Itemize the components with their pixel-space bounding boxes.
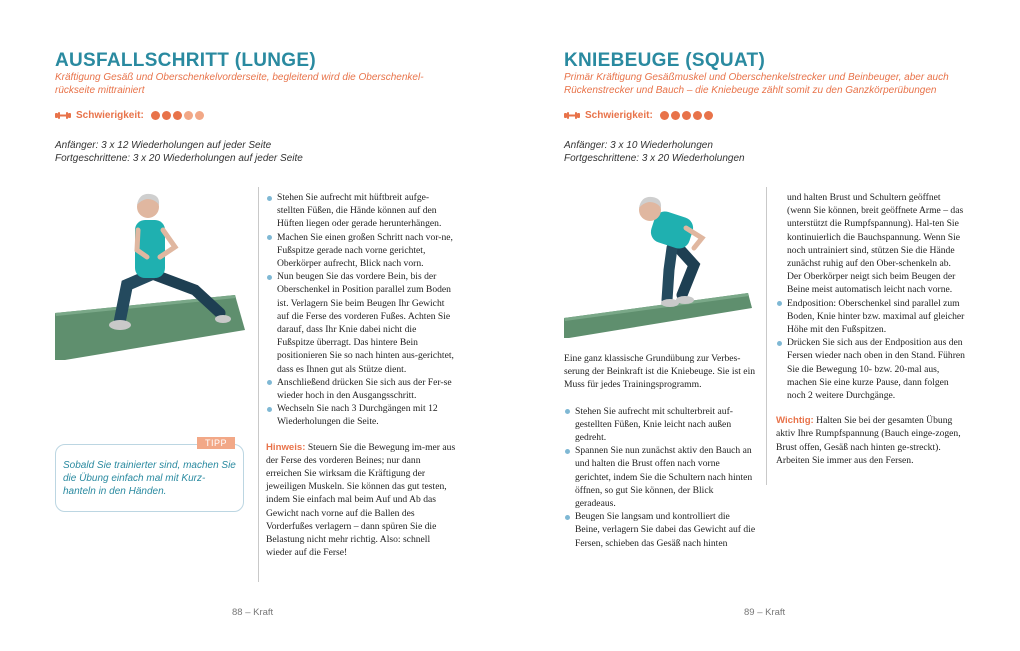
left-difficulty (55, 110, 204, 121)
rating-dot (671, 111, 680, 120)
right-steps-list-2 (776, 297, 966, 403)
right-column-2 (776, 191, 966, 467)
instruction-step: Machen Sie einen großen Schritt nach vor-ne, Fußspitze gerade nach vorne gerichtet, Oberkörper aufrecht, Blick nach vorn. (266, 231, 456, 271)
instruction-step: Wechseln Sie nach 3 Durchgängen mit 12 Wiederholungen die Seite. (266, 402, 456, 428)
left-page-title: AUSFALLSCHRITT (LUNGE) (55, 50, 316, 71)
reps-beginner: Anfänger: 3 x 10 Wiederholungen (564, 140, 713, 151)
right-reps (564, 139, 745, 165)
dumbbell-icon (564, 111, 580, 120)
instruction-step: Nun beugen Sie das vordere Bein, bis der Oberschenkel in Position parallel zum Boden ist. Verlagern Sie beim Beugen Ihr Gewicht auf die Ferse des vorderen Fußes. Achten Sie darauf, dass Ihr Knie dabei nicht die Fußspitze überragt. Das hintere Bein positionieren Sie so nach hinten aus-gerichtet, dass es Ihnen gut als Stütze dient. (266, 270, 456, 376)
right-difficulty (564, 110, 713, 121)
tip-box (55, 438, 244, 512)
instruction-step: Drücken Sie sich aus der Endposition aus den Fersen wieder nach oben in den Stand. Führen Sie die Bewegung 10- bzw. 20-mal aus, machen Sie eine kurze Pause, dann folgen noch 2 weitere Durchgänge. (776, 336, 966, 402)
important-label: Wichtig: (776, 415, 814, 427)
rating-dot (693, 111, 702, 120)
rating-dot (173, 111, 182, 120)
reps-advanced: Fortgeschrittene: 3 x 20 Wiederholungen auf jeder Seite (55, 153, 303, 164)
difficulty-rating (151, 111, 204, 120)
important-note (776, 414, 966, 467)
rating-dot (682, 111, 691, 120)
squat-intro: Eine ganz klassische Grundübung zur Verbes-serung der Beinkraft ist die Kniebeuge. Sie ist ein Muss für jedes Trainingsprogramm. (564, 353, 756, 391)
difficulty-label: Schwierigkeit: (76, 110, 144, 121)
left-hint (266, 441, 456, 560)
column-divider (766, 187, 767, 485)
column-divider (258, 187, 259, 582)
instruction-step: Beugen Sie langsam und kontrolliert die Beine, verlagern Sie dabei das Gewicht auf die Fersen, schieben das Gesäß nach hinten (564, 510, 756, 550)
left-reps (55, 139, 303, 165)
hint-label: Hinweis: (266, 441, 306, 453)
tip-label: TIPP (197, 437, 235, 449)
right-page-title: KNIEBEUGE (SQUAT) (564, 50, 766, 71)
difficulty-label: Schwierigkeit: (585, 110, 653, 121)
reps-advanced: Fortgeschrittene: 3 x 20 Wiederholungen (564, 153, 745, 164)
rating-dot (660, 111, 669, 120)
left-page-subtitle: Kräftigung Gesäß und Oberschenkelvorderseite, begleitend wird die Oberschenkel-rückseite mittrainiert (55, 72, 424, 96)
rating-dot-empty (195, 111, 204, 120)
step-continuation: und halten Brust und Schultern geöffnet (wenn Sie können, breit geöffnete Arme – das unterstützt die Rumpfspannung). Hal-ten Sie kontinuierlich die Bauchspannung. Wenn Sie noch untrainiert sind, stützen Sie die Hände zunächst ruhig auf den Ober-schenkeln ab. Der Oberkörper neigt sich beim Beugen der Beine meist automatisch leicht nach vorne. (787, 192, 964, 296)
hint-text: Steuern Sie die Bewegung im-mer aus der Ferse des vorderen Beines; nur dann erreichen Sie wirksam die Kräftigung der jeweiligen Muskeln. Sie können das gut testen, indem Sie einfach mal beim Auf und Ab das Gewicht nach vorne auf die Ballen des Vorderfußes verlagern – dann spüren Sie die Belastung nicht mehr richtig. Also: schnell wieder auf die Ferse! (266, 441, 456, 559)
instruction-step: Endposition: Oberschenkel sind parallel zum Boden, Knie hinter bzw. maximal auf gleicher Höhe mit den Fußspitzen. (776, 297, 966, 337)
squat-exercise-photo (564, 190, 754, 340)
rating-dot-empty (184, 111, 193, 120)
right-page-footer: 89 – Kraft (744, 607, 786, 618)
left-steps-list (266, 191, 456, 429)
instruction-step: Stehen Sie aufrecht mit schulterbreit auf-gestellten Füßen, Knie leicht nach außen gedreht. (564, 405, 756, 445)
right-column-1 (564, 352, 756, 550)
right-steps-list-1 (564, 405, 756, 550)
rating-dot (162, 111, 171, 120)
left-instructions (266, 191, 456, 559)
lunge-exercise-photo (55, 185, 250, 360)
dumbbell-icon (55, 111, 71, 120)
instruction-step: Spannen Sie nun zunächst aktiv den Bauch an und halten die Brust offen nach vorne gerichtet, indem Sie die Schultern nach hinten öffnen, so gut Sie können, der Blick geradeaus. (564, 444, 756, 510)
tip-text: Sobald Sie trainierter sind, machen Sie die Übung einfach mal mit Kurz-hanteln in den Händen. (63, 460, 236, 497)
right-page-subtitle: Primär Kräftigung Gesäßmuskel und Oberschenkelstrecker und Beinbeuger, aber auch Rückenstrecker und Bauch – die Kniebeuge zählt somit zu den Ganzkörperübungen (564, 72, 949, 96)
rating-dot (151, 111, 160, 120)
reps-beginner: Anfänger: 3 x 12 Wiederholungen auf jeder Seite (55, 140, 272, 151)
instruction-step: Anschließend drücken Sie sich aus der Fer-se wieder hoch in den Ausgangsschritt. (266, 376, 456, 402)
instruction-step: Stehen Sie aufrecht mit hüftbreit aufge-stellten Füßen, die Hände können auf den Hüften liegen oder gerade herunterhängen. (266, 191, 456, 231)
difficulty-rating (660, 111, 713, 120)
rating-dot (704, 111, 713, 120)
important-text: Halten Sie bei der gesamten Übung aktiv Ihre Rumpfspannung (Bauch einge-zogen, Brust offen, Gesäß nach hinten ge-streckt). Arbeiten Sie immer aus den Fersen. (776, 415, 961, 466)
left-page-footer: 88 – Kraft (232, 607, 274, 618)
